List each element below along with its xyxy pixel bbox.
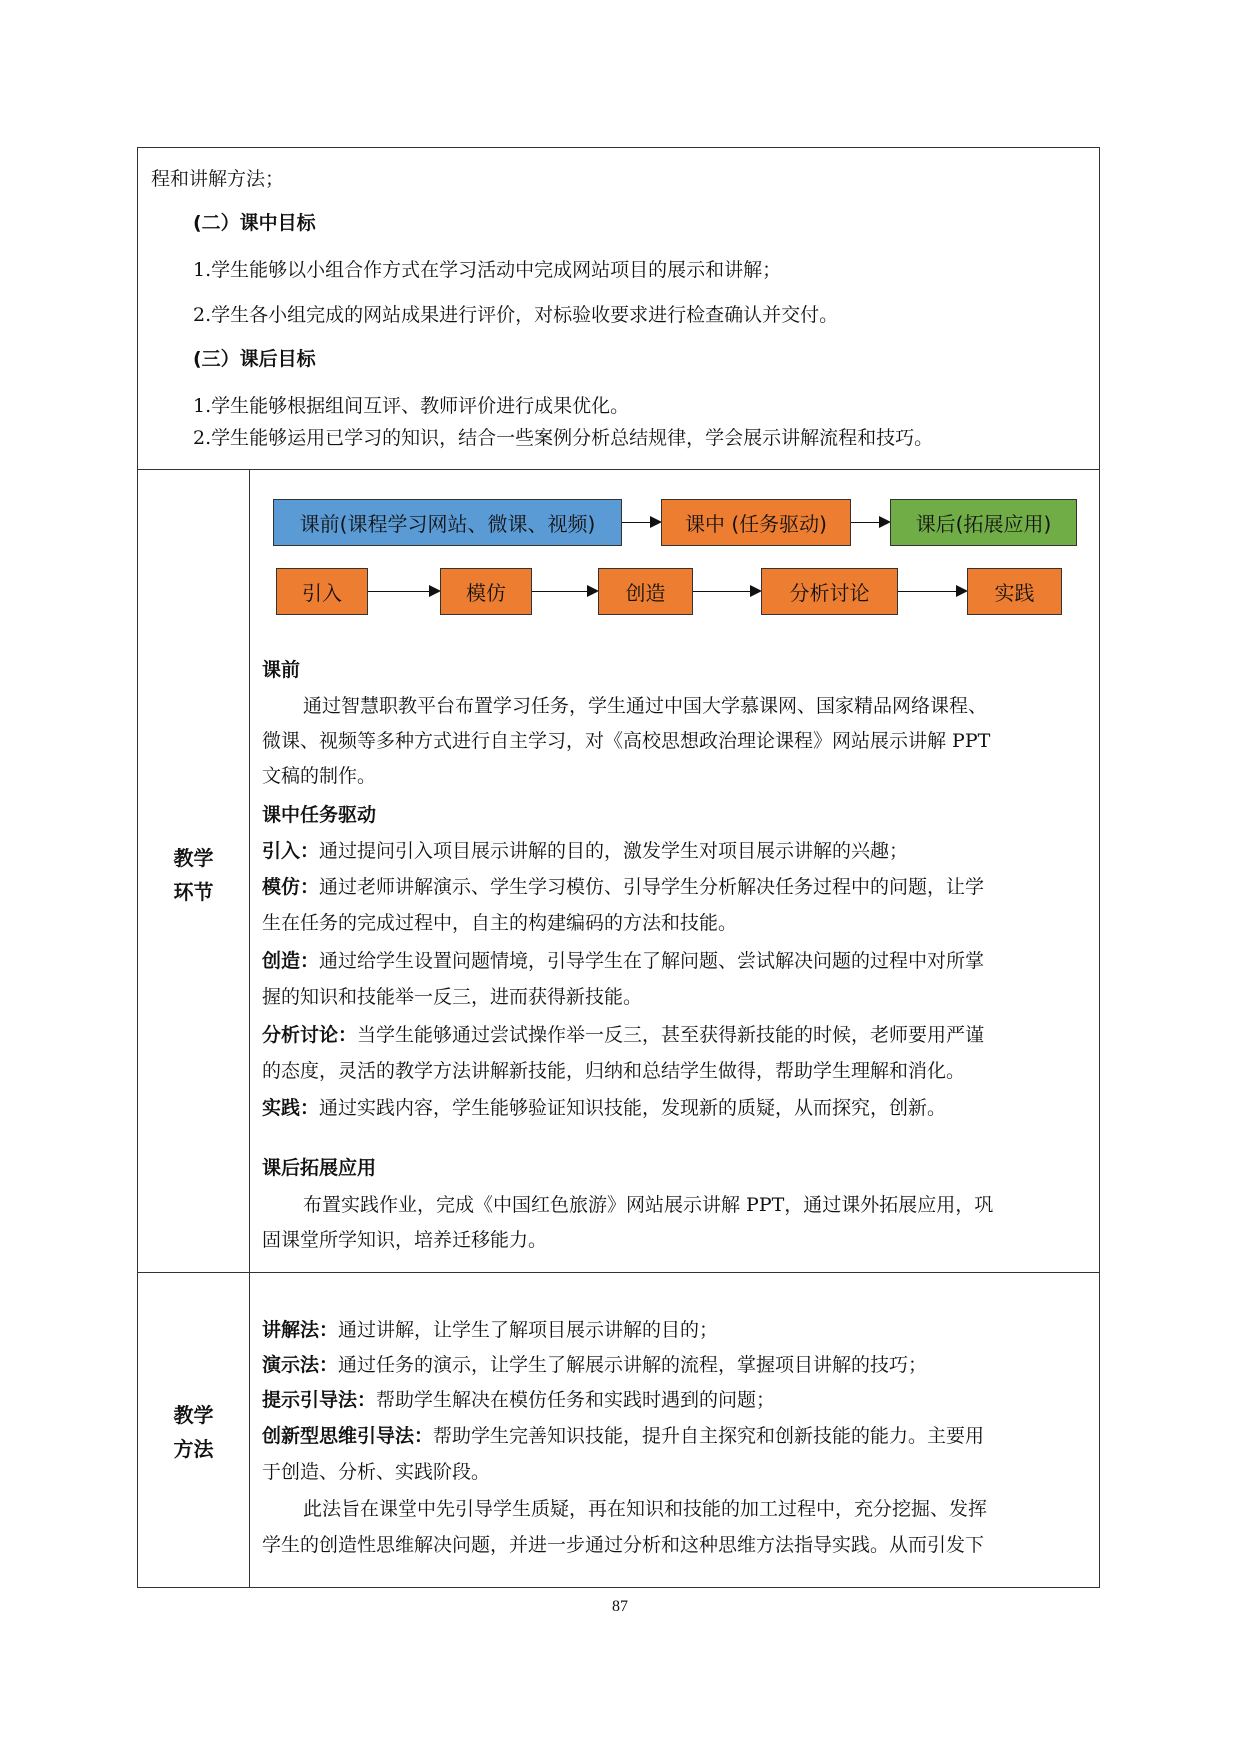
list-item: 1.学生能够以小组合作方式在学习活动中完成网站项目的展示和讲解；: [193, 259, 782, 281]
definition: 通过实践内容，学生能够验证知识技能，发现新的质疑，从而探究，创新。: [319, 1097, 947, 1119]
page-number: 87: [612, 1598, 628, 1615]
stage-line-create: [262, 949, 984, 973]
term: 引入：: [262, 840, 320, 862]
flow-box-discuss: 分析讨论: [761, 568, 898, 615]
term: 讲解法：: [262, 1319, 339, 1341]
flow-arrow: [368, 591, 439, 592]
paragraph-line: 文稿的制作。: [262, 765, 377, 787]
paragraph-line: 握的知识和技能举一反三，进而获得新技能。: [262, 986, 643, 1008]
definition: 通过讲解，让学生了解项目展示讲解的目的；: [338, 1319, 719, 1341]
definition: 通过给学生设置问题情境，引导学生在了解问题、尝试解决问题的过程中对所掌: [319, 950, 985, 972]
definition: 通过提问引入项目展示讲解的目的，激发学生对项目展示讲解的兴趣；: [319, 840, 909, 862]
stage-line-imitate: [262, 875, 984, 899]
flow-arrow: [532, 591, 597, 592]
definition: 帮助学生解决在模仿任务和实践时遇到的问题；: [376, 1389, 776, 1411]
method-line-innovation: [262, 1424, 984, 1448]
stage-line-practice: [262, 1096, 946, 1120]
row-label-teaching-stages: [138, 841, 249, 909]
flow-box-imitate: 模仿: [440, 568, 532, 615]
paragraph-line: 固课堂所学知识，培养迁移能力。: [262, 1229, 548, 1251]
definition: 帮助学生完善知识技能，提升自主探究和创新技能的能力。主要用: [433, 1425, 985, 1447]
method-line-guide: [262, 1388, 775, 1412]
lesson-plan-table: [137, 147, 1100, 1588]
label-line: 方法: [173, 1437, 214, 1461]
paragraph-line: 生在任务的完成过程中，自主的构建编码的方法和技能。: [262, 912, 738, 934]
section-heading: (三）课后目标: [193, 348, 316, 370]
flow-box-before-class: 课前(课程学习网站、微课、视频): [273, 499, 622, 546]
term: 分析讨论：: [262, 1024, 358, 1046]
term: 创新型思维引导法：: [262, 1425, 434, 1447]
label-line: 环节: [173, 880, 214, 904]
section-heading: (二）课中目标: [193, 212, 316, 234]
flow-box-create: 创造: [598, 568, 693, 615]
stage-line-discuss: [262, 1023, 984, 1047]
list-item: 2.学生各小组完成的网站成果进行评价，对标验收要求进行检查确认并交付。: [193, 304, 839, 326]
text-line: 程和讲解方法；: [151, 168, 285, 190]
label-line: 教学: [173, 846, 214, 870]
flow-box-after-class: 课后(拓展应用): [890, 499, 1077, 546]
row-divider: [138, 1272, 1099, 1273]
paragraph-line: 于创造、分析、实践阶段。: [262, 1461, 491, 1483]
method-line-demonstrate: [262, 1353, 927, 1377]
paragraph-line: 通过智慧职教平台布置学习任务，学生通过中国大学慕课网、国家精品网络课程、: [303, 695, 988, 717]
row-label-teaching-methods: [138, 1398, 249, 1466]
flow-box-introduce: 引入: [276, 568, 368, 615]
flow-arrow: [898, 591, 966, 592]
definition: 通过老师讲解演示、学生学习模仿、引导学生分析解决任务过程中的问题，让学: [319, 876, 985, 898]
label-line: 教学: [173, 1403, 214, 1427]
method-line-explain: [262, 1318, 718, 1342]
paragraph-line: 的态度，灵活的教学方法讲解新技能，归纳和总结学生做得，帮助学生理解和消化。: [262, 1060, 966, 1082]
flow-arrow: [622, 522, 660, 523]
flow-box-in-class: 课中 (任务驱动): [661, 499, 851, 546]
paragraph-line: 微课、视频等多种方式进行自主学习，对《高校思想政治理论课程》网站展示讲解 PPT: [262, 730, 991, 752]
term: 创造：: [262, 950, 320, 972]
row-divider: [138, 469, 1099, 470]
term: 实践：: [262, 1097, 320, 1119]
term: 提示引导法：: [262, 1389, 377, 1411]
flow-arrow: [851, 522, 889, 523]
term: 模仿：: [262, 876, 320, 898]
stage-line-introduce: [262, 839, 908, 863]
subheading: 课中任务驱动: [262, 804, 377, 826]
list-item: 2.学生能够运用已学习的知识，结合一些案例分析总结规律，学会展示讲解流程和技巧。: [193, 427, 934, 449]
flow-arrow: [693, 591, 760, 592]
term: 演示法：: [262, 1354, 339, 1376]
list-item: 1.学生能够根据组间互评、教师评价进行成果优化。: [193, 395, 630, 417]
flow-box-practice: 实践: [967, 568, 1062, 615]
definition: 通过任务的演示，让学生了解展示讲解的流程，掌握项目讲解的技巧；: [338, 1354, 928, 1376]
column-divider: [249, 469, 250, 1587]
paragraph-line: 此法旨在课堂中先引导学生质疑，再在知识和技能的加工过程中，充分挖掘、发挥: [303, 1498, 988, 1520]
paragraph-line: 布置实践作业，完成《中国红色旅游》网站展示讲解 PPT，通过课外拓展应用，巩: [303, 1194, 994, 1216]
paragraph-line: 学生的创造性思维解决问题，并进一步通过分析和这种思维方法指导实践。从而引发下: [262, 1534, 985, 1556]
subheading: 课后拓展应用: [262, 1157, 377, 1179]
definition: 当学生能够通过尝试操作举一反三，甚至获得新技能的时候，老师要用严谨: [357, 1024, 985, 1046]
subheading: 课前: [262, 659, 301, 681]
